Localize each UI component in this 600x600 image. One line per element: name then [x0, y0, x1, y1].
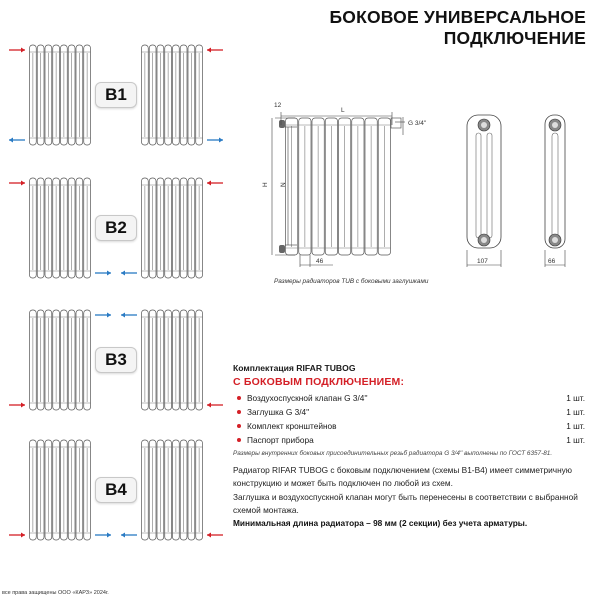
kit-item-qty: 1 шт. — [566, 393, 585, 403]
description-p2: Заглушка и воздухоспускной клапан могут быть перенесены в соответствии с выбранной схемой монтажа. — [233, 491, 578, 515]
supply-arrow-icon — [207, 48, 223, 53]
bullet-icon — [237, 396, 241, 400]
kit-item-name-wrap — [233, 435, 314, 445]
radiator-section — [195, 45, 203, 145]
supply-arrow-icon — [9, 48, 25, 53]
kit-item-name-wrap — [233, 421, 337, 431]
supply-arrow-icon — [9, 403, 25, 408]
supply-arrow-icon — [207, 533, 223, 538]
scheme-label-b1: B1 — [95, 82, 137, 108]
radiator-section — [83, 440, 91, 540]
radiator-section — [141, 45, 149, 145]
radiator-section — [157, 440, 165, 540]
kit-item-qty: 1 шт. — [566, 421, 585, 431]
radiator-section — [76, 178, 84, 278]
kit-item-name-wrap — [233, 407, 309, 417]
radiator-section — [338, 118, 351, 255]
radiator-section — [37, 310, 45, 410]
dimension-drawing — [255, 95, 585, 275]
radiator-section — [164, 310, 172, 410]
description — [233, 464, 585, 530]
radiator-section — [29, 45, 37, 145]
radiator-section — [378, 118, 391, 255]
kit-heading: Комплектация RIFAR TUBOG — [233, 363, 356, 373]
radiator-section — [76, 45, 84, 145]
radiator-section — [83, 45, 91, 145]
kit-item-name-wrap — [233, 393, 368, 403]
radiator-section — [298, 118, 311, 255]
radiator-section — [60, 178, 68, 278]
radiator-section — [83, 178, 91, 278]
kit-item — [233, 405, 585, 419]
radiator-right-b2 — [141, 178, 203, 278]
radiator-section — [180, 440, 188, 540]
radiator-section — [76, 310, 84, 410]
radiator-section — [180, 310, 188, 410]
drawing-caption: Размеры радиаторов TUB с боковыми заглушками — [274, 278, 429, 285]
kit-section — [233, 363, 585, 457]
radiator-section — [188, 45, 196, 145]
kit-item-qty: 1 шт. — [566, 435, 585, 445]
supply-arrow-icon — [9, 181, 25, 186]
dim-h: H — [262, 182, 269, 187]
radiator-section — [83, 310, 91, 410]
supply-arrow-icon — [207, 403, 223, 408]
radiator-section — [45, 45, 53, 145]
radiator-section — [76, 440, 84, 540]
radiator-left-b3 — [29, 310, 91, 410]
radiator-section — [141, 440, 149, 540]
radiator-section — [141, 178, 149, 278]
side-view-66 — [545, 115, 565, 267]
bullet-icon — [237, 438, 241, 442]
dim-107: 107 — [477, 258, 488, 265]
return-arrow-icon — [95, 271, 111, 276]
scheme-label-b3: B3 — [95, 347, 137, 373]
scheme-label-b4: B4 — [95, 477, 137, 503]
kit-item-name: Комплект кронштейнов — [247, 421, 337, 431]
dim-l: L — [341, 107, 345, 114]
radiator-section — [52, 310, 60, 410]
radiator-section — [195, 440, 203, 540]
radiator-section — [365, 118, 378, 255]
kit-item-name: Паспорт прибора — [247, 435, 314, 445]
radiator-left-b2 — [29, 178, 91, 278]
supply-arrow-icon — [9, 533, 25, 538]
radiator-section — [45, 310, 53, 410]
kit-list — [233, 391, 585, 447]
radiator-section — [180, 178, 188, 278]
radiator-section — [60, 45, 68, 145]
radiator-section — [157, 45, 165, 145]
radiator-left-b4 — [29, 440, 91, 540]
kit-item — [233, 433, 585, 447]
description-min-length: Минимальная длина радиатора – 98 мм (2 секции) без учета арматуры. — [233, 518, 528, 529]
page-title — [329, 7, 586, 49]
radiator-section — [29, 440, 37, 540]
radiator-section — [172, 178, 180, 278]
radiator-section — [188, 440, 196, 540]
radiator-section — [172, 310, 180, 410]
radiator-section — [29, 310, 37, 410]
radiator-section — [52, 440, 60, 540]
radiator-section — [188, 310, 196, 410]
radiator-section — [60, 310, 68, 410]
radiator-section — [141, 310, 149, 410]
bullet-icon — [237, 410, 241, 414]
radiator-section — [68, 45, 76, 145]
return-arrow-icon — [121, 271, 137, 276]
radiator-section — [157, 310, 165, 410]
return-arrow-icon — [121, 533, 137, 538]
radiator-section — [149, 310, 157, 410]
dim-46: 46 — [316, 258, 324, 265]
kit-item — [233, 391, 585, 405]
radiator-left-b1 — [29, 45, 91, 145]
radiator-section — [45, 178, 53, 278]
return-arrow-icon — [9, 138, 25, 143]
radiator-section — [149, 45, 157, 145]
radiator-section — [312, 118, 325, 255]
radiator-section — [157, 178, 165, 278]
return-arrow-icon — [95, 313, 111, 318]
radiator-section — [188, 178, 196, 278]
radiator-section — [149, 440, 157, 540]
front-view-radiator — [279, 118, 401, 255]
copyright-footer: все права защищены ООО «КАРЗ» 2024г. — [2, 590, 109, 596]
radiator-section — [164, 440, 172, 540]
kit-subheading: С БОКОВЫМ ПОДКЛЮЧЕНИЕМ: — [233, 376, 405, 388]
kit-item — [233, 419, 585, 433]
radiator-section — [351, 118, 364, 255]
supply-arrow-icon — [207, 181, 223, 186]
radiator-section — [195, 310, 203, 410]
return-arrow-icon — [121, 313, 137, 318]
dim-12: 12 — [274, 102, 282, 109]
return-arrow-icon — [95, 533, 111, 538]
radiator-section — [68, 178, 76, 278]
radiator-section — [195, 178, 203, 278]
kit-item-name: Заглушка G 3/4'' — [247, 407, 310, 417]
radiator-section — [172, 45, 180, 145]
radiator-section — [52, 45, 60, 145]
title-line-1: БОКОВОЕ УНИВЕРСАЛЬНОЕ — [329, 7, 586, 27]
description-p1: Радиатор RIFAR TUBOG с боковым подключением (схемы B1-B4) имеет симметричную конструкцию и может быть подключен по любой из схем. — [233, 465, 573, 489]
radiator-section — [68, 310, 76, 410]
kit-item-qty: 1 шт. — [566, 407, 585, 417]
radiator-section — [180, 45, 188, 145]
radiator-section — [37, 178, 45, 278]
return-arrow-icon — [207, 138, 223, 143]
radiator-section — [325, 118, 338, 255]
radiator-section — [60, 440, 68, 540]
radiator-section — [45, 440, 53, 540]
radiator-section — [52, 178, 60, 278]
scheme-label-b2: B2 — [95, 215, 137, 241]
dim-n: N — [280, 182, 287, 187]
radiator-right-b3 — [141, 310, 203, 410]
kit-note: Размеры внутренних боковых присоединительных резьб радиатора G 3/4'' выполнены по ГОСТ 6357-81. — [233, 450, 553, 457]
radiator-right-b1 — [141, 45, 203, 145]
radiator-section — [149, 178, 157, 278]
radiator-section — [37, 440, 45, 540]
side-view-107 — [467, 115, 501, 267]
radiator-section — [164, 45, 172, 145]
dim-thread: G 3/4'' — [408, 120, 427, 127]
dim-66: 66 — [548, 258, 556, 265]
kit-item-name: Воздухоспускной клапан G 3/4'' — [247, 393, 368, 403]
radiator-section — [164, 178, 172, 278]
radiator-right-b4 — [141, 440, 203, 540]
title-line-2: ПОДКЛЮЧЕНИЕ — [443, 28, 586, 48]
bullet-icon — [237, 424, 241, 428]
radiator-section — [68, 440, 76, 540]
radiator-section — [37, 45, 45, 145]
radiator-section — [29, 178, 37, 278]
radiator-section — [172, 440, 180, 540]
